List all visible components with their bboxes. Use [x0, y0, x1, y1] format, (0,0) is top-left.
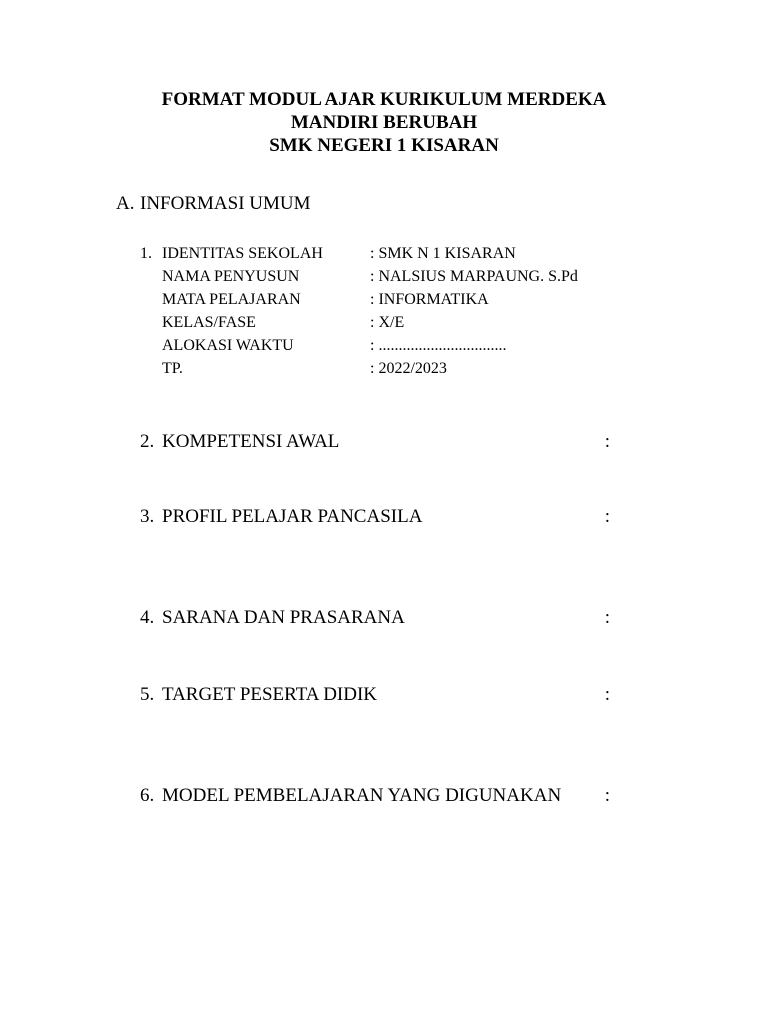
item-label: PROFIL PELAJAR PANCASILA	[162, 506, 423, 527]
item-label: MODEL PEMBELAJARAN YANG DIGUNAKAN	[162, 785, 562, 806]
title-line-2: MANDIRI BERUBAH	[290, 112, 478, 133]
identity-label: NAMA PENYUSUN	[162, 268, 300, 285]
identity-label: MATA PELAJARAN	[162, 291, 301, 308]
identity-value: : SMK N 1 KISARAN	[370, 245, 516, 262]
identity-value: : INFORMATIKA	[370, 291, 489, 308]
item-colon: :	[604, 607, 610, 628]
identity-number: 1.	[140, 245, 152, 262]
item-number: 3.	[140, 506, 155, 527]
item-label: SARANA DAN PRASARANA	[162, 607, 405, 628]
identity-value: : ................................	[370, 337, 507, 354]
item-number: 2.	[140, 431, 155, 452]
item-label: TARGET PESERTA DIDIK	[162, 684, 378, 705]
identity-value: : NALSIUS MARPAUNG. S.Pd	[370, 268, 578, 285]
identity-value: : 2022/2023	[370, 360, 447, 377]
item-colon: :	[604, 506, 610, 527]
item-number: 5.	[140, 684, 155, 705]
item-number: 6.	[140, 785, 155, 806]
section-title: INFORMASI UMUM	[140, 193, 311, 214]
identity-value: : X/E	[370, 314, 405, 331]
section-a-heading	[116, 193, 311, 215]
identity-label: ALOKASI WAKTU	[162, 337, 294, 354]
document-title	[0, 88, 768, 157]
title-line-1: FORMAT MODUL AJAR KURIKULUM MERDEKA	[161, 89, 607, 110]
section-letter: A.	[116, 193, 135, 214]
item-colon: :	[604, 684, 610, 705]
identity-label: KELAS/FASE	[162, 314, 256, 331]
identity-label: IDENTITAS SEKOLAH	[162, 245, 323, 262]
item-number: 4.	[140, 607, 155, 628]
item-colon: :	[604, 785, 610, 806]
identity-label: TP.	[162, 360, 183, 377]
item-label: KOMPETENSI AWAL	[162, 431, 340, 452]
item-colon: :	[604, 431, 610, 452]
title-line-3: SMK NEGERI 1 KISARAN	[269, 135, 499, 156]
